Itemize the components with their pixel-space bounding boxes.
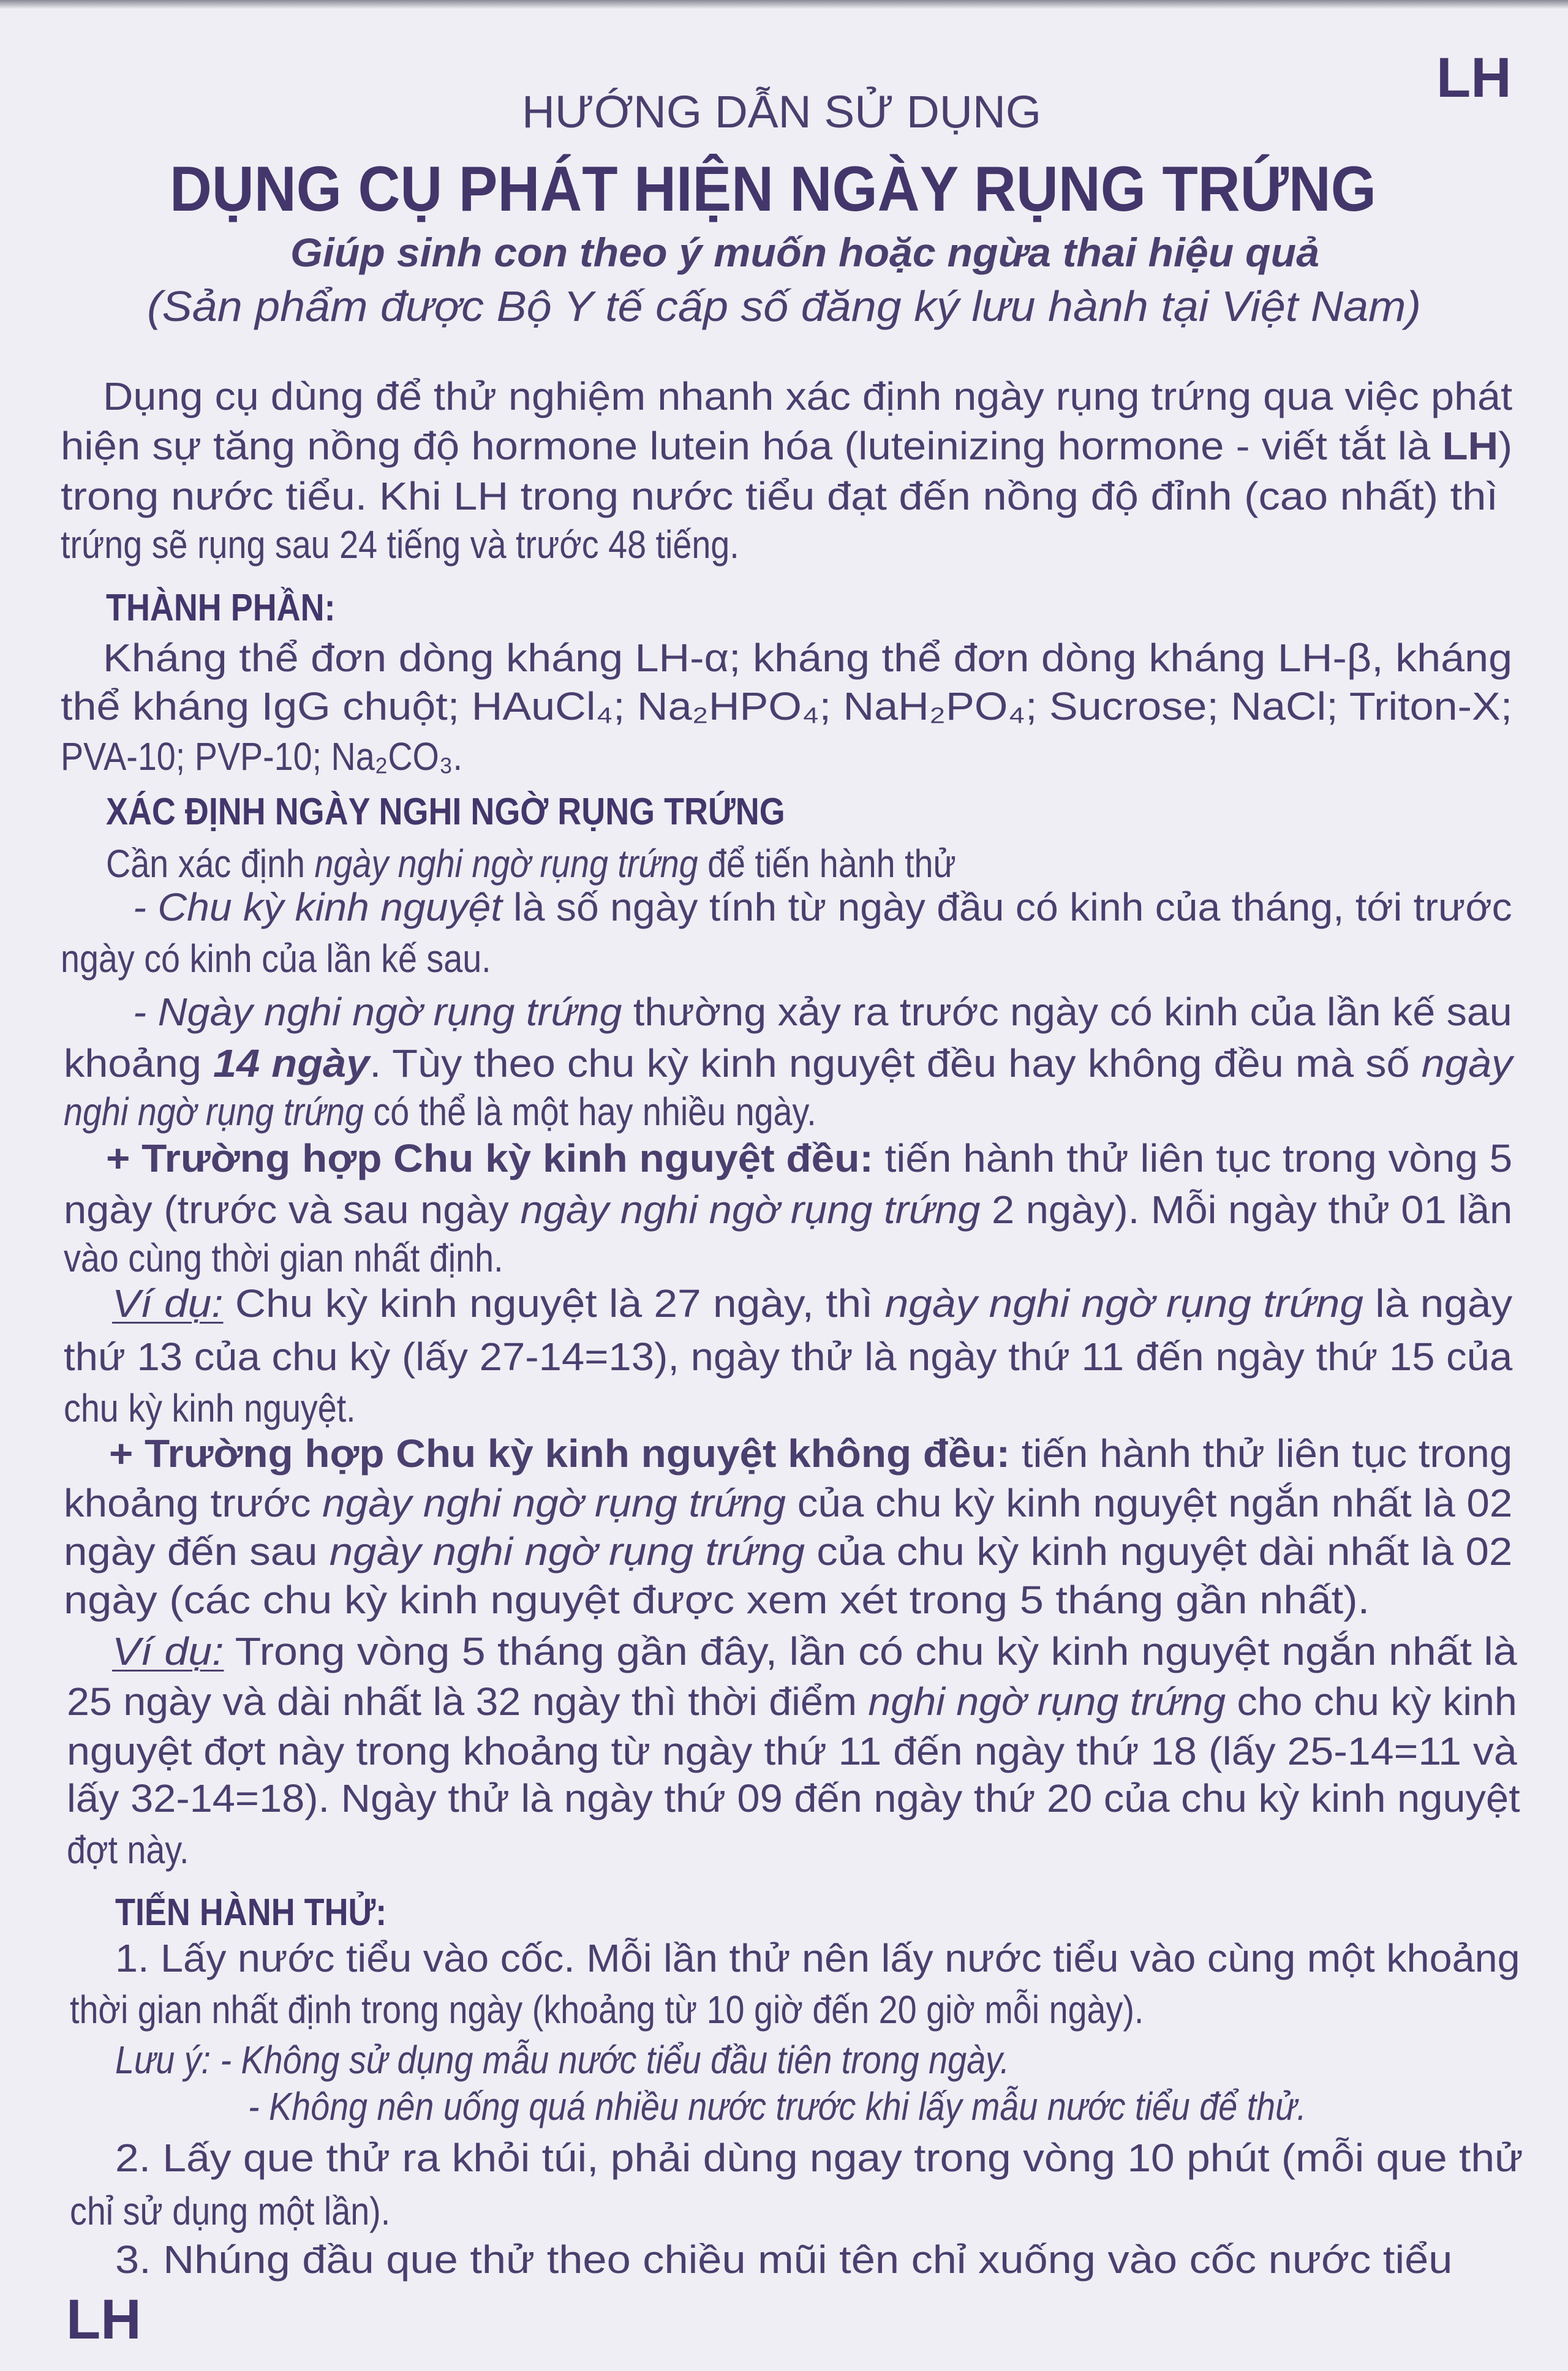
- text-segment: - Ngày nghi ngờ rụng trứng: [133, 989, 622, 1034]
- text-segment: Dụng cụ dùng để thử nghiệm nhanh xác định ngày rụng trứng qua việc phát: [102, 374, 1512, 418]
- text-segment: Kháng thể đơn dòng kháng LH-α; kháng thể đơn dòng kháng LH-β, kháng: [102, 636, 1512, 680]
- text-segment: ngày (trước và sau ngày: [63, 1188, 521, 1232]
- text-segment: THÀNH PHẦN:: [105, 586, 336, 629]
- text-line: [102, 630, 1512, 685]
- text-line: [63, 1476, 1512, 1531]
- text-segment: tiến hành thử liên tục trong vòng 5: [873, 1136, 1512, 1181]
- text-segment: XÁC ĐỊNH NGÀY NGHI NGỜ RỤNG TRỨNG: [105, 790, 785, 833]
- text-line: [63, 1329, 1512, 1384]
- subtitle-text: Giúp sinh con theo ý muốn hoặc ngừa thai hiệu quả: [290, 230, 1319, 275]
- text-segment: có thể là một hay nhiều ngày.: [363, 1089, 816, 1134]
- text-segment: nghi ngờ rụng trứng: [868, 1679, 1226, 1724]
- text-segment: + Trường hợp Chu kỳ kinh nguyệt đều:: [105, 1136, 873, 1181]
- text-segment: khoảng trước: [63, 1481, 322, 1526]
- text-line: [61, 729, 522, 784]
- text-line: [133, 984, 1512, 1039]
- text-line: [60, 418, 1512, 473]
- text-line: [105, 1131, 1512, 1186]
- text-segment: - Chu kỳ kinh nguyệt: [133, 885, 502, 930]
- text-segment: Lưu ý: - Không sử dụng mẫu nước tiểu đầu tiên trong ngày.: [115, 2037, 1009, 2082]
- document-subtitle: [290, 229, 1319, 276]
- text-segment: ): [1498, 424, 1512, 469]
- text-segment: LH: [1442, 424, 1499, 469]
- text-line: [66, 1771, 1520, 1826]
- text-line: [70, 1982, 1304, 2037]
- text-segment: Ví dụ:: [111, 1281, 224, 1326]
- text-segment: là số ngày tính từ ngày đầu có kinh của tháng, tới trước: [502, 885, 1512, 930]
- text-segment: của chu kỳ kinh nguyệt ngắn nhất là 02: [785, 1481, 1512, 1526]
- text-line: [61, 517, 840, 572]
- text-segment: . Tùy theo chu kỳ kinh nguyệt đều hay không đều mà số: [369, 1041, 1422, 1085]
- text-line: [66, 1674, 1517, 1729]
- text-segment: 3. Nhúng đầu que thử theo chiều mũi tên chỉ xuống vào cốc nước tiểu: [115, 2237, 1453, 2282]
- text-segment: ngày đến sau: [63, 1529, 330, 1574]
- text-segment: ngày nghi ngờ rụng trứng: [329, 1529, 805, 1574]
- text-segment: nguyệt đợt này trong khoảng từ ngày thứ 11 đến ngày thứ 18 (lấy 25-14=11 và: [66, 1729, 1517, 1774]
- text-segment: thứ 13 của chu kỳ (lấy 27-14=13), ngày thử là ngày thứ 11 đến ngày thứ 15 của: [63, 1334, 1512, 1379]
- text-segment: ngày có kinh của lần kế sau.: [60, 937, 491, 981]
- text-segment: Chu kỳ kinh nguyệt là 27 ngày, thì: [223, 1281, 885, 1326]
- text-line: [67, 1822, 207, 1877]
- title-text: DỤNG CỤ PHÁT HIỆN NGÀY RỤNG TRỨNG: [170, 154, 1376, 225]
- text-line: [63, 1182, 1512, 1237]
- text-segment: đợt này.: [66, 1827, 189, 1872]
- text-segment: thể kháng IgG chuột; HAuCl₄; Na₂HPO₄; NaH₂PO₄; Sucrose; NaCl; Triton-X;: [60, 684, 1512, 729]
- text-segment: - Không nên uống quá nhiều nước trước khi lấy mẫu nước tiểu để thử.: [247, 2084, 1306, 2129]
- text-segment: PVA-10; PVP-10; Na₂CO₃.: [60, 734, 462, 778]
- text-segment: nghi ngờ rụng trứng: [63, 1089, 364, 1134]
- document-kicker: [522, 86, 1041, 138]
- text-line: [60, 679, 1512, 734]
- text-line: [133, 880, 1512, 935]
- text-segment: khoảng: [63, 1041, 213, 1085]
- text-segment: ngày: [1421, 1041, 1512, 1085]
- text-segment: ngày (các chu kỳ kinh nguyệt được xem xét trong 5 tháng gần nhất).: [63, 1578, 1370, 1623]
- text-segment: ngày nghi ngờ rụng trứng: [520, 1188, 981, 1232]
- text-line: [102, 369, 1512, 424]
- text-line: [60, 469, 1498, 524]
- page-top-edge: [0, 0, 1568, 9]
- text-segment: thời gian nhất định trong ngày (khoảng từ 10 giờ đến 20 giờ mỗi ngày).: [69, 1988, 1144, 2032]
- text-segment: ngày nghi ngờ rụng trứng: [884, 1281, 1363, 1326]
- text-line: [70, 2184, 438, 2239]
- text-line: [63, 1524, 1512, 1579]
- text-segment: TIẾN HÀNH THỬ:: [115, 1891, 386, 1934]
- corner-label-top: LH: [1436, 47, 1512, 109]
- text-line: [248, 2079, 1464, 2134]
- text-segment: ngày nghi ngờ rụng trứng: [314, 841, 698, 886]
- registration-text: (Sản phẩm được Bộ Y tế cấp số đăng ký lưu hành tại Việt Nam): [147, 282, 1421, 330]
- text-segment: Trong vòng 5 tháng gần đây, lần có chu kỳ kinh nguyệt ngắn nhất là: [224, 1629, 1517, 1674]
- text-segment: là ngày: [1363, 1281, 1512, 1326]
- text-segment: 1. Lấy nước tiểu vào cốc. Mỗi lần thử nên lấy nước tiểu vào cùng một khoảng: [115, 1936, 1520, 1981]
- text-line: [108, 1426, 1512, 1481]
- text-segment: cho chu kỳ kinh: [1225, 1679, 1517, 1724]
- text-segment: hiện sự tăng nồng độ hormone lutein hóa (luteinizing hormone - viết tắt là: [60, 424, 1442, 469]
- text-line: [115, 2130, 1523, 2185]
- text-line: [111, 1624, 1517, 1679]
- text-segment: + Trường hợp Chu kỳ kinh nguyệt không đều:: [108, 1431, 1010, 1476]
- text-segment: trong nước tiểu. Khi LH trong nước tiểu đạt đến nồng độ đỉnh (cao nhất) thì: [60, 473, 1498, 518]
- text-line: [63, 1036, 1512, 1091]
- text-segment: thường xảy ra trước ngày có kinh của lần kế sau: [622, 989, 1512, 1034]
- text-segment: ngày nghi ngờ rụng trứng: [322, 1481, 786, 1526]
- text-line: [115, 1931, 1520, 1986]
- document-title: [170, 153, 1485, 226]
- registration-note: [147, 282, 1421, 331]
- text-line: [106, 581, 370, 636]
- text-segment: tiến hành thử liên tục trong: [1009, 1431, 1512, 1476]
- text-segment: trứng sẽ rụng sau 24 tiếng và trước 48 tiếng.: [60, 522, 739, 567]
- text-line: [111, 1276, 1512, 1331]
- text-segment: 2 ngày). Mỗi ngày thử 01 lần: [980, 1188, 1512, 1232]
- text-segment: Cần xác định: [105, 841, 315, 886]
- text-segment: để tiến hành thử: [698, 841, 956, 886]
- text-segment: 14 ngày: [213, 1041, 369, 1085]
- text-line: [61, 931, 556, 986]
- text-segment: vào cùng thời gian nhất định.: [63, 1236, 503, 1281]
- text-segment: 25 ngày và dài nhất là 32 ngày thì thời điểm: [66, 1679, 869, 1724]
- text-segment: lấy 32-14=18). Ngày thử là ngày thứ 09 đến ngày thứ 20 của chu kỳ kinh nguyệt: [66, 1776, 1520, 1820]
- text-line: [106, 785, 886, 840]
- text-segment: chỉ sử dụng một lần).: [69, 2188, 390, 2233]
- text-line: [63, 1572, 1370, 1627]
- text-line: [115, 2232, 1453, 2287]
- text-segment: 2. Lấy que thử ra khỏi túi, phải dùng ngay trong vòng 10 phút (mỗi que thử: [115, 2136, 1523, 2181]
- text-segment: chu kỳ kinh nguyệt.: [63, 1385, 356, 1430]
- corner-label-bottom: LH: [66, 2288, 141, 2351]
- text-segment: của chu kỳ kinh nguyệt dài nhất là 02: [804, 1529, 1512, 1574]
- text-segment: Ví dụ:: [111, 1629, 224, 1674]
- kicker-text: HƯỚNG DẪN SỬ DỤNG: [522, 86, 1041, 137]
